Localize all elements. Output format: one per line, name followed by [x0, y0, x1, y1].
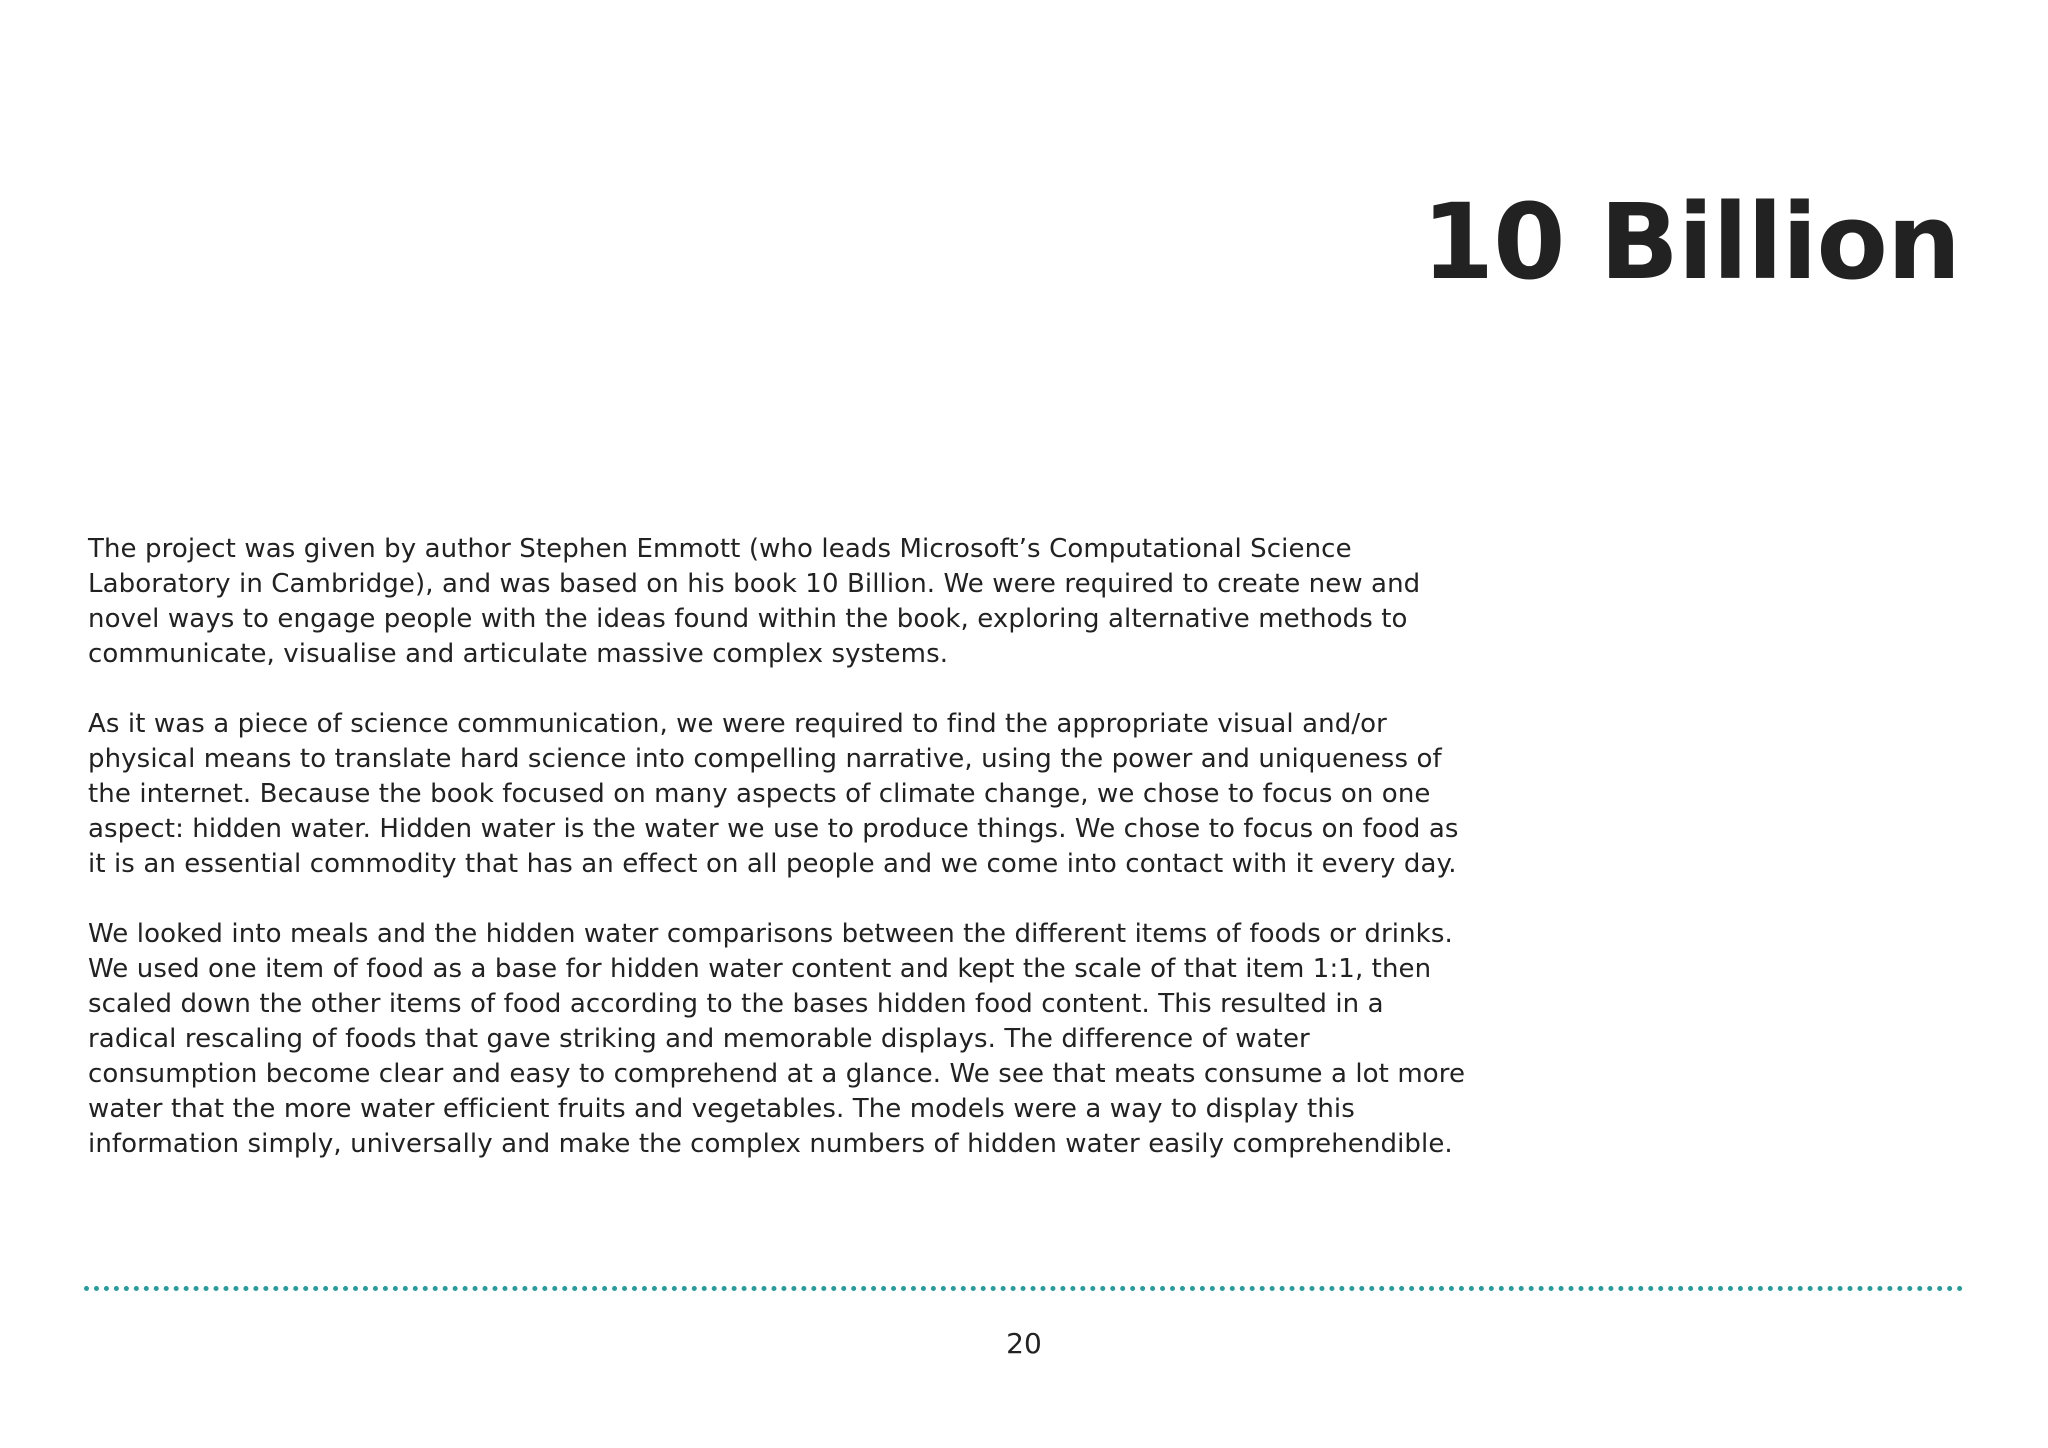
paragraph-project-intro: The project was given by author Stephen Emmott (who leads Microsoft’s Computational Science Laboratory in Cambridge), and was based on his book 10 Billion. We were required to create new and novel ways to engage people with the ideas found within the book, exploring alternative methods to communicate, visualise and articulate massive complex systems.	[88, 534, 1421, 669]
page-number: 20	[1006, 1327, 1042, 1360]
body-text	[88, 532, 1478, 1162]
page-title: 10 Billion	[1421, 181, 1960, 303]
paragraph-science-communication: As it was a piece of science communication, we were required to find the appropriate visual and/or physical means to translate hard science into compelling narrative, using the power and uniqueness of the internet. Because the book focused on many aspects of climate change, we chose to focus on one aspect: hidden water. Hidden water is the water we use to produce things. We chose to focus on food as it is an essential commodity that has an effect on all people and we come into contact with it every day.	[88, 709, 1459, 879]
paragraph-hidden-water-meals: We looked into meals and the hidden water comparisons between the different items of foods or drinks. We used one item of food as a base for hidden water content and kept the scale of that item 1:1, then scaled down the other items of food according to the bases hidden food content. This resulted in a radical rescaling of foods that gave striking and memorable displays. The difference of water consumption become clear and easy to comprehend at a glance. We see that meats consume a lot more water that the more water efficient fruits and vegetables. The models were a way to display this information simply, universally and make the complex numbers of hidden water easily comprehendible.	[88, 919, 1466, 1159]
dotted-divider	[84, 1286, 1964, 1291]
